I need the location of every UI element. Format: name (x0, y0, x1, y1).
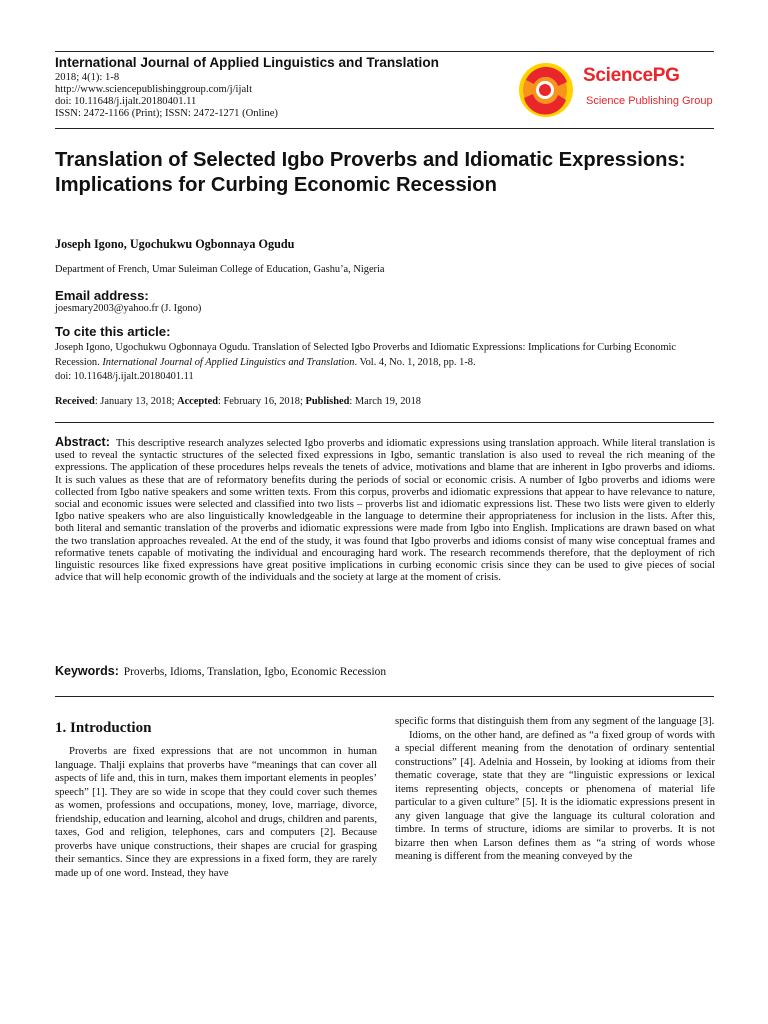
citation-doi: doi: 10.11648/j.ijalt.20180401.11 (55, 371, 194, 382)
top-rule (55, 51, 714, 52)
keywords (55, 664, 386, 678)
intro-paragraph-continued: specific forms that distinguish them from any segment of the language [3]. (395, 715, 715, 727)
issn: ISSN: 2472-1166 (Print); ISSN: 2472-1271 (Online) (55, 108, 278, 119)
left-column (55, 745, 377, 880)
right-column (395, 715, 715, 864)
abstract-top-rule (55, 422, 714, 423)
received-label: Received (55, 396, 95, 407)
keywords-text: Proverbs, Idioms, Translation, Igbo, Economic Recession (123, 666, 387, 678)
published-label: Published (305, 396, 350, 407)
email-heading: Email address: (55, 288, 149, 303)
published-date: : March 19, 2018 (349, 396, 421, 407)
citation (55, 341, 715, 385)
abstract (55, 436, 715, 583)
logo-name: SciencePG (583, 65, 680, 86)
intro-paragraph-1: Proverbs are fixed expressions that are not uncommon in human language. Thalji explains that proverbs have “meanings that can cover all aspects of life and, this in turn, makes them important elements in peoples’ speech” [1]. They are so wide in scope that they could cover such themes as women, professions and occupations, money, love, marriage, divorce, friendship, education and learning, alcohol and drugs, children and parents, taxes, God and religion, telephones, cars and computers [2]. Because proverbs have unique constructions, their shapes are crucial for grasping their semantics. Since they are expressions in a fixed form, they are rarely made up of one word. Instead, they have (55, 745, 378, 879)
intro-heading: 1. Introduction (55, 720, 152, 736)
received-date: : January 13, 2018; (94, 396, 178, 407)
logo-subtitle: Science Publishing Group (586, 95, 713, 107)
paper-title: Translation of Selected Igbo Proverbs and Idiomatic Expressions: Implications for Curbing Economic Recession (55, 149, 686, 196)
authors: Joseph Igono, Ugochukwu Ogbonnaya Ogudu (55, 237, 295, 251)
header-doi: doi: 10.11648/j.ijalt.20180401.11 (55, 96, 197, 107)
abstract-label: Abstract: (55, 435, 110, 449)
accepted-label: Accepted (177, 396, 219, 407)
citation-journal: International Journal of Applied Linguistics and Translation (102, 356, 355, 368)
issue-info: 2018; 4(1): 1-8 (55, 72, 120, 83)
cite-heading: To cite this article: (55, 324, 171, 339)
affiliation: Department of French, Umar Suleiman College of Education, Gashu’a, Nigeria (55, 264, 385, 275)
keywords-label: Keywords: (55, 664, 119, 678)
article-dates (55, 396, 421, 407)
accepted-date: : February 16, 2018; (218, 396, 306, 407)
email-address[interactable]: joesmary2003@yahoo.fr (J. Igono) (55, 303, 202, 314)
journal-url[interactable]: http://www.sciencepublishinggroup.com/j/ijalt (55, 84, 253, 95)
abstract-bottom-rule (55, 696, 714, 697)
citation-volume: . Vol. 4, No. 1, 2018, pp. 1-8. (354, 356, 476, 368)
abstract-text: This descriptive research analyzes selected Igbo proverbs and idiomatic expressions using translation approach. While literal translation is used to reveal the syntactic structures of the selected fixed expressions in Igbo, semantic translation is also used to reveal the rich meaning of the expressions. The application of these procedures helps reveals the tenets of advice, motivations and blame that are inherent in Igbo proverbs and idioms. It is such values as these that are of reformatory benefits during the periods of social or economic crisis. A number of Igbo proverbs and idioms were collected from Igbo native speakers and some written texts. From this corpus, proverbs and idiomatic expressions that appear to have relevance to nature, social and economic issues were selected and classified into two lists – proverbs list and idiomatic expressions list. These two lists were given to elderly Igbo native speakers who are also linguistically knowledgeable in the language to determine their appropriateness for inclusion in the lists. After this, both literal and semantic translation of the proverbs and idiomatic expressions were made from Igbo into English. Implications are drawn based on what the two translation approaches revealed. At the end of the study, it was found that Igbo proverbs and idioms consist of many wise conceptual frames and reformative tenets capable of motivating the individual and encouraging hard work. The research recommends therefore, that the deployment of rich linguistic resources like fixed expressions have great positive implications in curbing economic crisis since they can be used to give pieces of social advice that will help economic growth of the individuals and the society at large at the moment of crisis. (55, 437, 716, 584)
header-rule (55, 128, 714, 129)
intro-paragraph-2: Idioms, on the other hand, are defined as “a fixed group of words with a special different meaning from the denotation of ordinary sentential constructions” [4]. Adelnia and Hossein, by looking at idioms from their thematic coverage, state that they are “linguistic expressions or lexical items representing objects, concepts or phenomena of material life particular to a given culture” [5]. It is the idiomatic expressions present in any given language that give the language its cultural coloration and timbre. In terms of structure, idioms are similar to proverbs. It is not bizarre then when Larson defines them as “a string of words whose meaning is different from the meaning conveyed by the (395, 728, 715, 863)
journal-title: International Journal of Applied Linguistics and Translation (55, 55, 439, 70)
citation-text: Joseph Igono, Ugochukwu Ogbonnaya Ogudu. Translation of Selected Igbo Proverbs and Idiomatic Expressions: Implications for Curbing Economic Recession. (55, 342, 677, 368)
